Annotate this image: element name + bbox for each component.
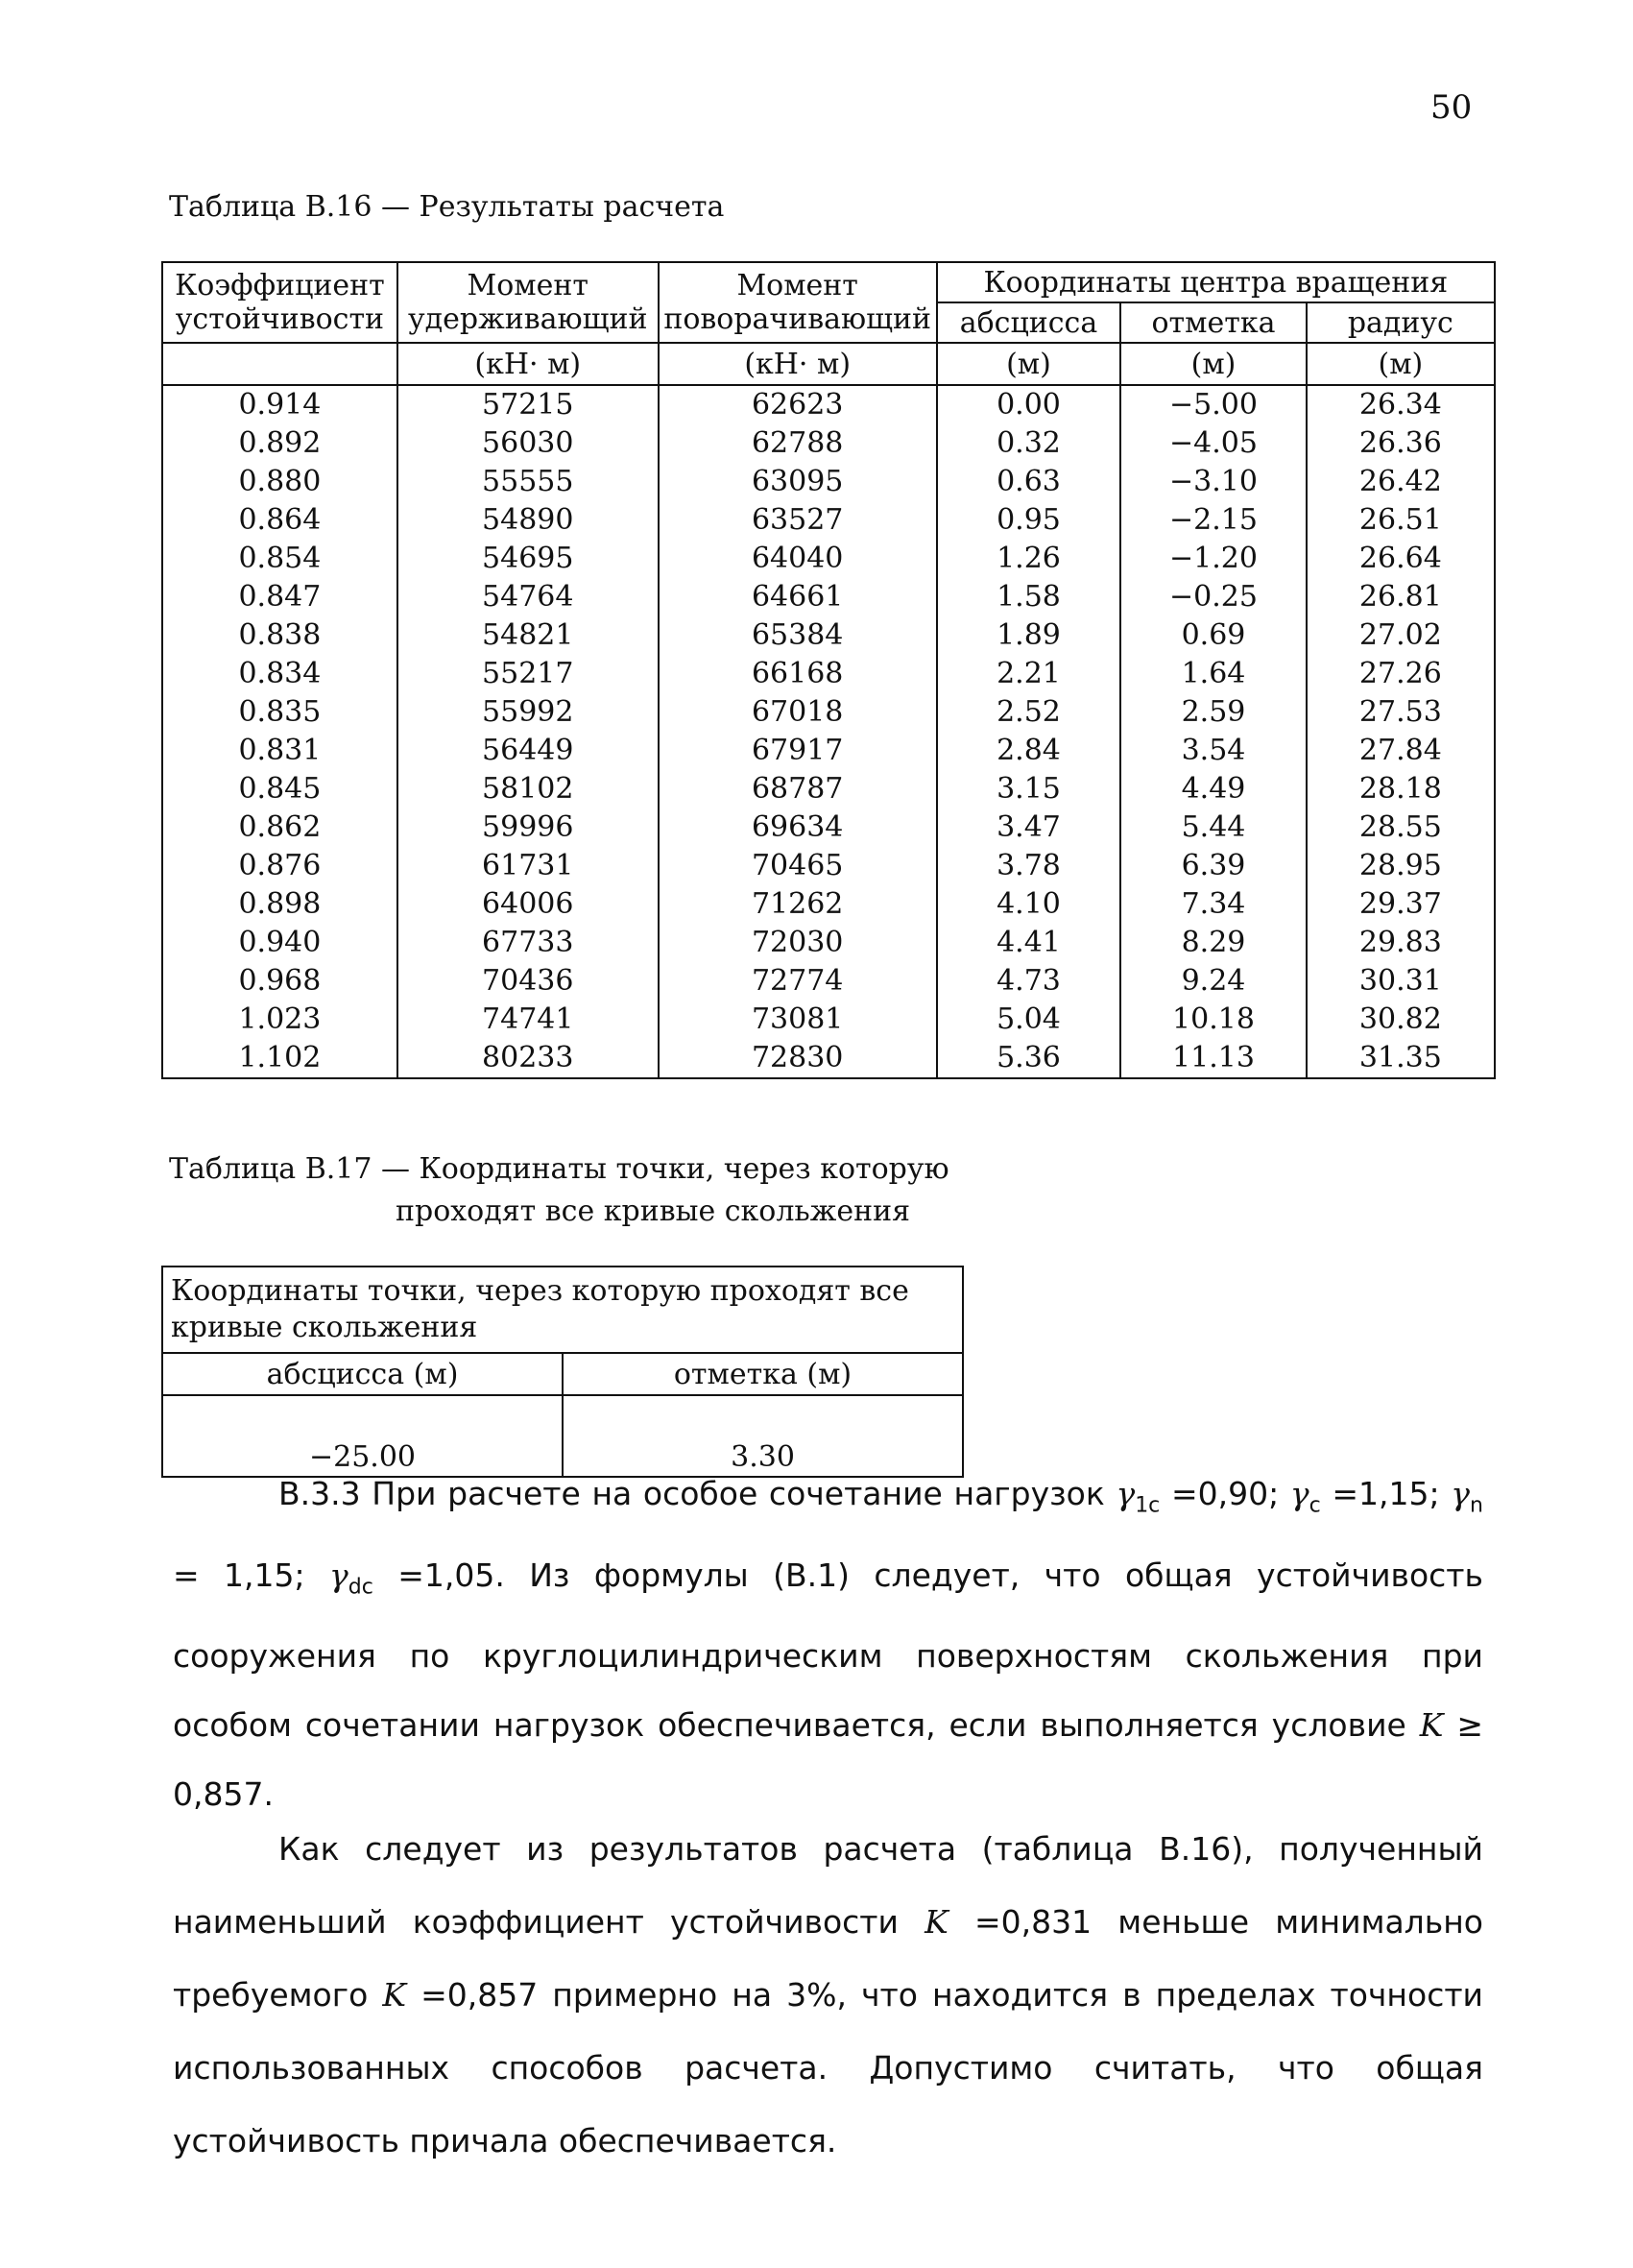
table-cell: 67917 — [659, 732, 937, 770]
table-row — [162, 578, 1495, 616]
table-cell: 28.18 — [1307, 770, 1495, 808]
table-cell: 70436 — [397, 962, 659, 1001]
table-cell: 27.53 — [1307, 693, 1495, 732]
table-row — [162, 1001, 1495, 1039]
header-radius: радиус — [1307, 302, 1495, 343]
header-radius-unit: (м) — [1307, 343, 1495, 385]
table-cell: 0.968 — [162, 962, 397, 1001]
table-cell: 54890 — [397, 501, 659, 540]
table-cell: 0.834 — [162, 655, 397, 693]
table-cell: 66168 — [659, 655, 937, 693]
table-cell: 1.58 — [937, 578, 1121, 616]
page-number: 50 — [1430, 88, 1473, 127]
table-cell: 2.21 — [937, 655, 1121, 693]
header-hold: Момент удерживающий — [397, 262, 659, 343]
table-cell: 1.102 — [162, 1039, 397, 1078]
table-cell: 2.52 — [937, 693, 1121, 732]
table-cell: 0.876 — [162, 847, 397, 885]
table-row — [162, 924, 1495, 962]
table-cell: 0.838 — [162, 616, 397, 655]
table-cell: 1.89 — [937, 616, 1121, 655]
table-cell: 0.914 — [162, 385, 397, 424]
table-cell: 1.26 — [937, 540, 1121, 578]
table-cell: 65384 — [659, 616, 937, 655]
table-cell: 26.81 — [1307, 578, 1495, 616]
table-cell: 29.37 — [1307, 885, 1495, 924]
table-cell: 69634 — [659, 808, 937, 847]
table-cell: 64040 — [659, 540, 937, 578]
table-cell: 30.31 — [1307, 962, 1495, 1001]
table-cell: 27.02 — [1307, 616, 1495, 655]
table-cell: 26.34 — [1307, 385, 1495, 424]
table-cell: 68787 — [659, 770, 937, 808]
table-cell: 56030 — [397, 424, 659, 463]
table-cell: 0.854 — [162, 540, 397, 578]
header-turn: Момент поворачивающий — [659, 262, 937, 343]
table-row — [162, 463, 1495, 501]
table-cell: 11.13 — [1120, 1039, 1306, 1078]
table-cell: 72774 — [659, 962, 937, 1001]
table-cell: 0.892 — [162, 424, 397, 463]
table-cell: 28.95 — [1307, 847, 1495, 885]
table-cell: 71262 — [659, 885, 937, 924]
table-cell: 0.940 — [162, 924, 397, 962]
table-row — [162, 1039, 1495, 1078]
table-cell: 8.29 — [1120, 924, 1306, 962]
table-cell: 55217 — [397, 655, 659, 693]
header-absc-unit: (м) — [937, 343, 1121, 385]
table16-caption: Таблица В.16 — Результаты расчета — [169, 190, 725, 224]
table-cell: 26.64 — [1307, 540, 1495, 578]
table-cell: 72830 — [659, 1039, 937, 1078]
table-cell: −0.25 — [1120, 578, 1306, 616]
table17-absc-label: абсцисса (м) — [162, 1353, 563, 1395]
table-cell: 0.864 — [162, 501, 397, 540]
table-cell: 3.54 — [1120, 732, 1306, 770]
table-cell: 73081 — [659, 1001, 937, 1039]
table-cell: 26.36 — [1307, 424, 1495, 463]
table-cell: 7.34 — [1120, 885, 1306, 924]
table-cell: 0.847 — [162, 578, 397, 616]
table17-mark-value: 3.30 — [563, 1395, 963, 1477]
table-cell: 64006 — [397, 885, 659, 924]
table17-mark-label: отметка (м) — [563, 1353, 963, 1395]
table-cell: −2.15 — [1120, 501, 1306, 540]
table-cell: 4.41 — [937, 924, 1121, 962]
table-cell: 10.18 — [1120, 1001, 1306, 1039]
table-cell: 2.84 — [937, 732, 1121, 770]
table17-caption-line2: проходят все кривые скольжения — [396, 1194, 911, 1228]
table-cell: 54821 — [397, 616, 659, 655]
table-cell: 28.55 — [1307, 808, 1495, 847]
table-cell: −5.00 — [1120, 385, 1306, 424]
table-cell: 70465 — [659, 847, 937, 885]
table-cell: 29.83 — [1307, 924, 1495, 962]
table-cell: 27.26 — [1307, 655, 1495, 693]
table-cell: 26.51 — [1307, 501, 1495, 540]
header-mark: отметка — [1120, 302, 1306, 343]
table-cell: 54695 — [397, 540, 659, 578]
header-hold-unit: (кН· м) — [397, 343, 659, 385]
table-row — [162, 540, 1495, 578]
table-row — [162, 655, 1495, 693]
table-cell: 72030 — [659, 924, 937, 962]
table-cell: 0.898 — [162, 885, 397, 924]
table-row — [162, 770, 1495, 808]
table-cell: 4.73 — [937, 962, 1121, 1001]
table-cell: 1.64 — [1120, 655, 1306, 693]
table-cell: 2.59 — [1120, 693, 1306, 732]
table-row — [162, 385, 1495, 424]
table-cell: 5.44 — [1120, 808, 1306, 847]
table-row — [162, 885, 1495, 924]
table-cell: 55555 — [397, 463, 659, 501]
table-cell: 0.95 — [937, 501, 1121, 540]
header-coef: Коэффициент устойчивости — [162, 262, 397, 343]
table17-caption-line1: Таблица В.17 — Координаты точки, через которую — [169, 1152, 949, 1186]
table-cell: 3.15 — [937, 770, 1121, 808]
table-cell: 0.835 — [162, 693, 397, 732]
table-cell: 0.862 — [162, 808, 397, 847]
table-cell: 5.04 — [937, 1001, 1121, 1039]
table-cell: 6.39 — [1120, 847, 1306, 885]
table-row — [162, 808, 1495, 847]
table-cell: 4.49 — [1120, 770, 1306, 808]
table-cell: 3.78 — [937, 847, 1121, 885]
table-cell: 67018 — [659, 693, 937, 732]
table-cell: 0.831 — [162, 732, 397, 770]
table-cell: 54764 — [397, 578, 659, 616]
table17-absc-value: −25.00 — [162, 1395, 563, 1477]
table-cell: 61731 — [397, 847, 659, 885]
table-row — [162, 732, 1495, 770]
table-cell: −4.05 — [1120, 424, 1306, 463]
table-cell: 0.63 — [937, 463, 1121, 501]
table-cell: 63527 — [659, 501, 937, 540]
point-coordinates-table — [161, 1266, 964, 1478]
table-cell: 63095 — [659, 463, 937, 501]
table-row — [162, 962, 1495, 1001]
table-row — [162, 424, 1495, 463]
table-row — [162, 616, 1495, 655]
paragraph-b33: В.3.3 При расчете на особое сочетание нагрузок $\gamma_{1c} =0,90$; $\gamma_c =1,15$; $\gamma_n = 1,15$; $\gamma_{dc} =1,05$. Из формулы (В.1) следует, что общая устойчивость сооружения по круглоцилиндрическим поверхностям скольжения при особом сочетании нагрузок обеспечивается, если выполняется условие K ≥ 0,857. — [173, 1475, 1483, 1814]
header-turn-unit: (кН· м) — [659, 343, 937, 385]
table-cell: 1.023 — [162, 1001, 397, 1039]
table-cell: 57215 — [397, 385, 659, 424]
table-row — [162, 501, 1495, 540]
paragraph-conclusion: Как следует из результатов расчета (таблица В.16), полученный наименьший коэффициент устойчивости K =0,831 меньше минимально требуемого K =0,857 примерно на 3%, что находится в пределах точности использованных способов расчета. Допустимо считать, что общая устойчивость причала обеспечивается. — [173, 1830, 1484, 2159]
table17-header: Координаты точки, через которую проходят все кривые скольжения — [162, 1267, 963, 1353]
table-cell: 3.47 — [937, 808, 1121, 847]
table-cell: 0.69 — [1120, 616, 1306, 655]
table-cell: 58102 — [397, 770, 659, 808]
header-center: Координаты центра вращения — [937, 262, 1495, 302]
table-cell: 55992 — [397, 693, 659, 732]
table-cell: 4.10 — [937, 885, 1121, 924]
table17-caption — [169, 1148, 949, 1233]
results-table — [161, 261, 1496, 1079]
table-row — [162, 847, 1495, 885]
table-cell: 67733 — [397, 924, 659, 962]
header-mark-unit: (м) — [1120, 343, 1306, 385]
table-cell: 31.35 — [1307, 1039, 1495, 1078]
table-cell: 9.24 — [1120, 962, 1306, 1001]
table-cell: 26.42 — [1307, 463, 1495, 501]
table-cell: 0.880 — [162, 463, 397, 501]
table-cell: 62623 — [659, 385, 937, 424]
table-cell: 80233 — [397, 1039, 659, 1078]
table-cell: 62788 — [659, 424, 937, 463]
table-cell: 74741 — [397, 1001, 659, 1039]
table-cell: 27.84 — [1307, 732, 1495, 770]
table-cell: 0.32 — [937, 424, 1121, 463]
table-cell: 30.82 — [1307, 1001, 1495, 1039]
table-cell: −3.10 — [1120, 463, 1306, 501]
table-cell: 64661 — [659, 578, 937, 616]
table-cell: 0.845 — [162, 770, 397, 808]
table-cell: 5.36 — [937, 1039, 1121, 1078]
table-cell: −1.20 — [1120, 540, 1306, 578]
header-absc: абсцисса — [937, 302, 1121, 343]
table-cell: 59996 — [397, 808, 659, 847]
table-row — [162, 693, 1495, 732]
table-cell: 0.00 — [937, 385, 1121, 424]
table-cell: 56449 — [397, 732, 659, 770]
